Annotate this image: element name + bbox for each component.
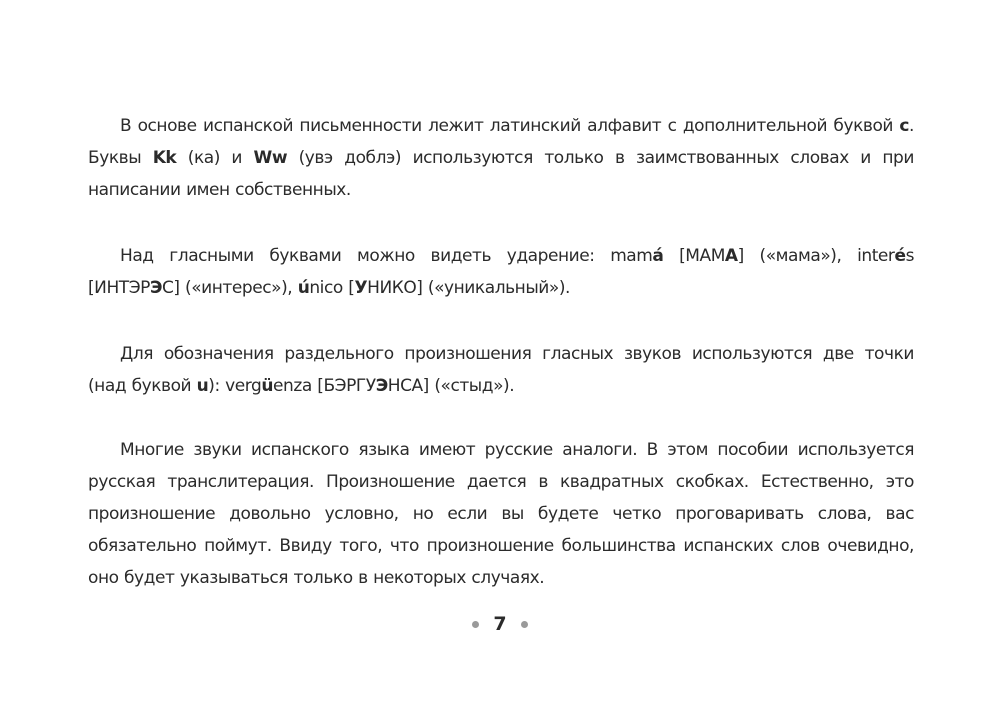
- paragraph-diaeresis: [88, 338, 914, 402]
- paragraph-text: [МАМ: [663, 246, 725, 266]
- paragraph-text: nico [: [309, 278, 355, 298]
- paragraph-text: С] («интерес»),: [161, 278, 298, 298]
- paragraph-text: enza [БЭРГУ: [273, 376, 376, 396]
- paragraph-text: Над гласными буквами можно видеть ударение: mam: [120, 246, 653, 266]
- bullet-dot-icon: [521, 621, 528, 628]
- bold-letter: Ww: [253, 148, 288, 168]
- paragraph-text: s [ИНТЭР: [88, 246, 914, 298]
- paragraph-text: НСА] («стыд»).: [387, 376, 515, 396]
- paragraph-text: ): verg: [208, 376, 262, 396]
- bold-letter: У: [354, 278, 368, 298]
- paragraph-text: . Буквы: [88, 116, 914, 168]
- bold-letter: ú: [297, 278, 310, 298]
- paragraph-text: Многие звуки испанского языка имеют русские аналоги. В этом пособии используется русская транслитерация. Произношение дается в квадратных скобках. Естественно, это произношение довольно условно, но если вы будете четко проговаривать слова, вас обязательно поймут. Ввиду того, что произношение большинства испанских слов очевидно, оно будет указываться только в некоторых случаях.: [88, 440, 914, 588]
- paragraph-text: ] («мама»), inter: [737, 246, 895, 266]
- bold-letter: Э: [149, 278, 162, 298]
- bold-letter: ü: [261, 376, 274, 396]
- paragraph-accents: [88, 240, 914, 304]
- bullet-dot-icon: [472, 621, 479, 628]
- bold-letter: u: [196, 376, 209, 396]
- page-footer: [0, 608, 1000, 640]
- paragraph-text: Для обозначения раздельного произношения гласных звуков используются две точки (над буквой: [88, 344, 914, 396]
- bold-letter: é: [894, 246, 906, 266]
- bold-letter: А: [724, 246, 738, 266]
- paragraph-text: (увэ доблэ) используются только в заимствованных словах и при написании имен собственных.: [88, 148, 914, 200]
- page-number: 7: [493, 613, 507, 635]
- paragraph-text: (ка) и: [176, 148, 254, 168]
- bold-letter: c: [899, 116, 910, 136]
- paragraph-text: НИКО] («уникальный»).: [367, 278, 570, 298]
- paragraph-transliteration: [88, 434, 914, 594]
- paragraph-text: В основе испанской письменности лежит латинский алфавит с дополнительной буквой: [120, 116, 900, 136]
- bold-letter: á: [652, 246, 664, 266]
- paragraph-alphabet: [88, 110, 914, 206]
- bold-letter: Э: [375, 376, 388, 396]
- bold-letter: Kk: [152, 148, 177, 168]
